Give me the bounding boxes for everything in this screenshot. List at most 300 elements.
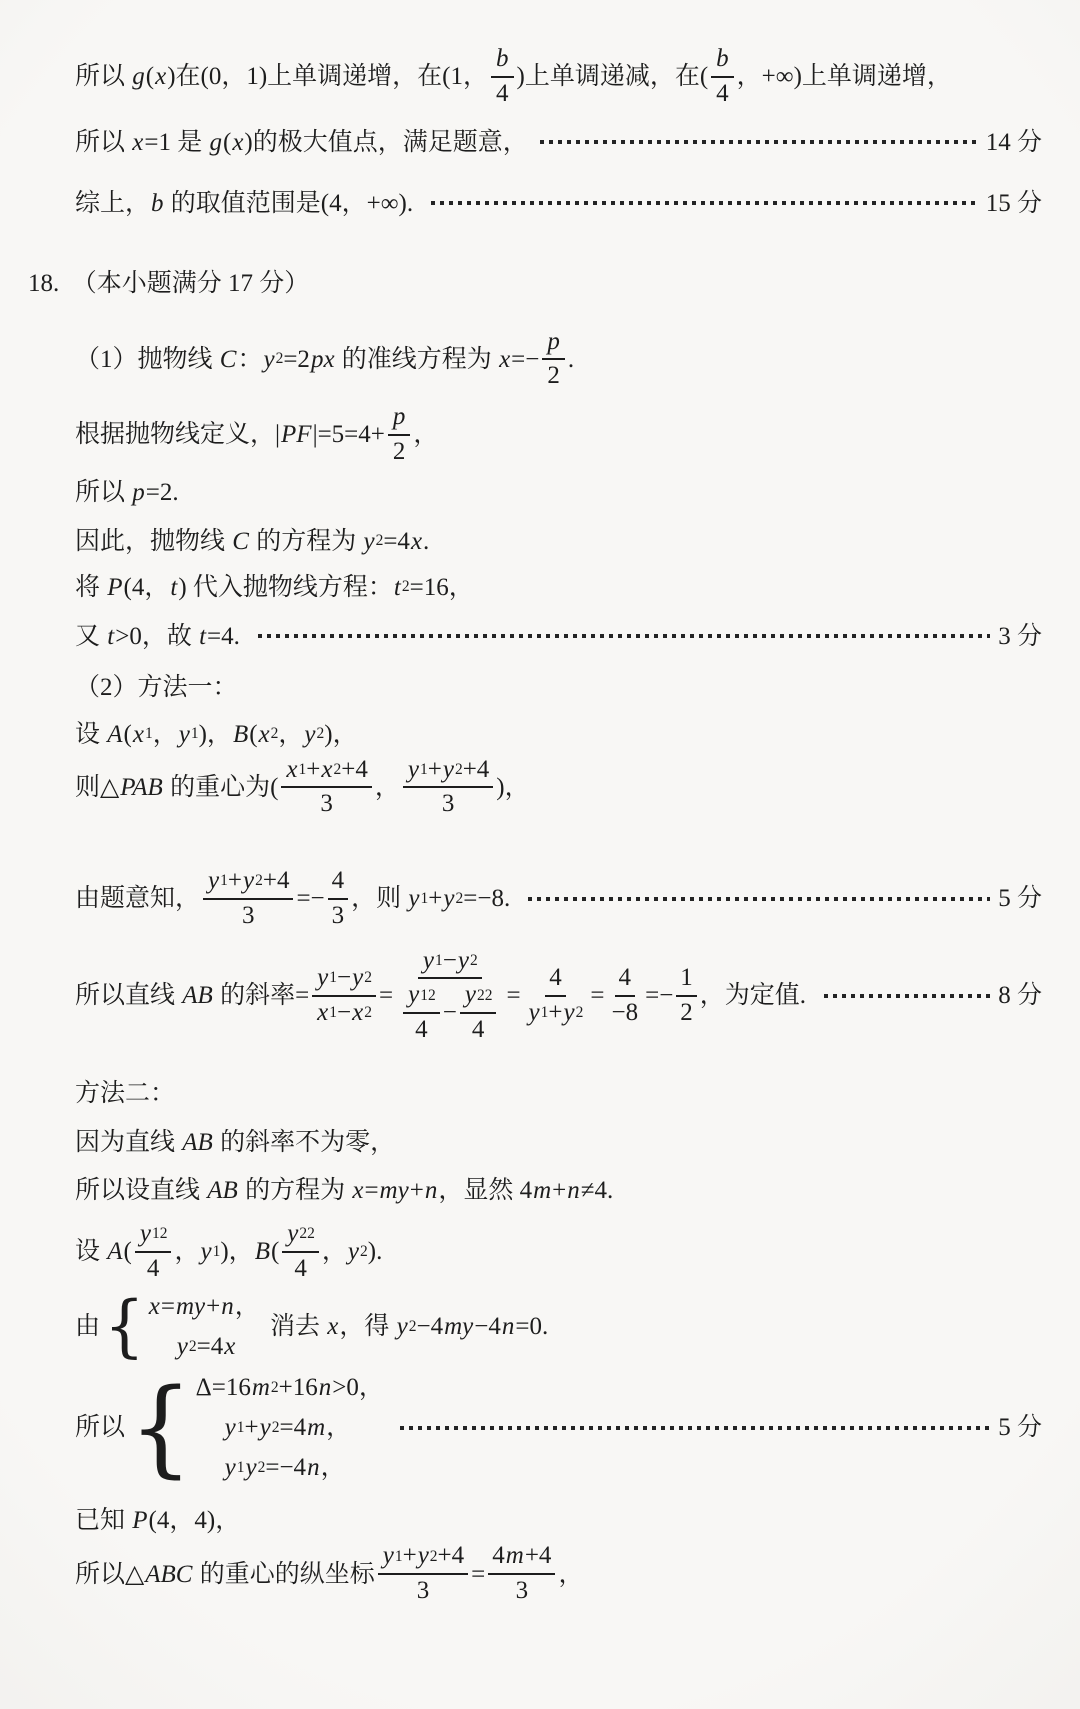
math-var: y (224, 1454, 236, 1482)
text-run: 综上， (75, 189, 151, 217)
solution-line (75, 403, 1042, 467)
text-run: =4 (383, 527, 410, 555)
math-var: t (107, 622, 115, 650)
math-var: t (170, 573, 178, 601)
text-run: 所以 (75, 128, 132, 156)
text-run: + (427, 755, 442, 783)
text-run: 的重心为( (163, 773, 279, 801)
score-label: 5 分 (998, 885, 1042, 913)
solution-line (75, 1542, 1042, 1606)
solution-line (75, 45, 1042, 109)
math-var: y (396, 1313, 408, 1341)
text-run: 3 (515, 1577, 529, 1604)
text-run: 又 (75, 622, 107, 650)
math-var: x (286, 755, 298, 783)
math-var: x (148, 1293, 160, 1321)
text-run: ，为定值. (699, 982, 813, 1010)
solution-line (75, 1503, 1042, 1538)
case-row: y 1 + y 2 =4 m ， (196, 1410, 384, 1445)
math-var: my (444, 1313, 474, 1341)
text-run: 所以 (75, 478, 132, 506)
math-var: b (716, 45, 729, 72)
math-var: y (382, 1542, 394, 1570)
solution-line (75, 947, 1042, 1045)
case-row (148, 1289, 260, 1324)
text-run: ). (367, 1238, 383, 1265)
text-run: + (306, 755, 321, 783)
math-var: y (200, 1238, 212, 1265)
math-var: B (232, 720, 249, 748)
text-run: 因为直线 (75, 1128, 182, 1156)
math-var: y (317, 963, 329, 991)
math-var: AB (207, 1176, 238, 1204)
text-run: >0，故 (115, 622, 199, 650)
math-var: x (132, 720, 144, 748)
text-run: )的极大值点，满足题意， (244, 128, 528, 156)
math-var: P (107, 573, 123, 601)
math-var: g (209, 128, 222, 156)
text-run: 将 (75, 573, 107, 601)
math-var: y (304, 720, 316, 748)
text-run: ， (413, 421, 439, 449)
text-run: 所以 (75, 63, 132, 91)
text-run: +4 (462, 755, 490, 783)
text-run: =2 (283, 345, 310, 373)
text-run: + (548, 998, 563, 1026)
math-var: n (567, 1176, 580, 1204)
text-run: （1）抛物线 (75, 345, 219, 373)
text-run: 4 (294, 1254, 307, 1282)
math-var: m (505, 1542, 524, 1570)
denominator (607, 997, 642, 1028)
text-run: 所以 (75, 1414, 126, 1442)
text-run: 3 (416, 1577, 430, 1604)
text-run: +16 (278, 1374, 318, 1402)
text-run: 4 (471, 1016, 485, 1043)
score-label: 3 分 (998, 622, 1042, 650)
numerator (542, 328, 565, 361)
text-run: 2 (680, 998, 693, 1026)
text-run: ≠4. (580, 1176, 614, 1204)
denominator: x 1 − x 2 (317, 998, 372, 1026)
denominator (316, 788, 337, 819)
math-var: AB (182, 1128, 213, 1156)
denominator (411, 1014, 432, 1045)
fraction (711, 45, 734, 109)
solution-line (75, 1125, 1042, 1160)
math-var: y (408, 885, 420, 913)
text-run: 的准线方程为 (335, 345, 499, 373)
text-run: + (409, 1176, 424, 1204)
text-run: − (337, 963, 352, 991)
text-run: +4 (262, 867, 290, 894)
text-run: =2. (145, 478, 179, 506)
text-run: = (160, 1293, 175, 1321)
dot-leader (824, 994, 990, 998)
text-run: ， (174, 1238, 200, 1265)
math-var: m (533, 1176, 552, 1204)
brace-icon: { (129, 1366, 193, 1490)
text-run: =−4 (265, 1454, 307, 1482)
cases-rows (196, 1370, 384, 1485)
text-run: =16， (409, 573, 474, 601)
denominator (238, 900, 259, 931)
text-run: ( (270, 1238, 280, 1265)
math-var: n (221, 1293, 234, 1321)
math-var: x (352, 1176, 364, 1204)
math-var: x (232, 128, 244, 156)
text-run: 2 (392, 437, 406, 465)
math-var: PF (281, 421, 312, 449)
fraction (524, 964, 588, 1028)
numerator (491, 45, 514, 78)
math-var: my (379, 1176, 409, 1204)
text-run: 方法二： (75, 1079, 176, 1107)
text-run: ，+∞)上单调递增， (736, 63, 952, 91)
fraction (542, 328, 565, 392)
text-run: Δ=16 (195, 1374, 251, 1402)
solution-line (28, 266, 1042, 301)
text-run: −4 (416, 1313, 444, 1341)
math-var: b (151, 189, 164, 217)
dot-leader (540, 140, 978, 144)
text-run: 因此，抛物线 (75, 527, 232, 555)
text-run: +4 (341, 755, 368, 783)
math-var: y (178, 720, 190, 748)
fraction (403, 756, 493, 820)
text-run: 18. （本小题满分 17 分） (28, 269, 310, 297)
math-var: y (259, 1414, 271, 1442)
text-run: （2）方法一： (75, 673, 238, 701)
text-run: = (590, 982, 605, 1010)
text-run: =4. (207, 622, 247, 650)
numerator: y 1 + y 2 +4 (378, 1542, 468, 1575)
text-run: = (471, 1560, 486, 1588)
text-run: ， (321, 1238, 347, 1265)
numerator (676, 964, 697, 997)
math-var: t (393, 573, 401, 601)
math-var: y (417, 1542, 429, 1570)
text-run: 根据抛物线定义，| (75, 421, 281, 449)
dot-leader (400, 1426, 990, 1430)
math-var: y (528, 998, 540, 1026)
text-run: =− (645, 982, 674, 1010)
text-run: −4 (474, 1313, 501, 1341)
math-var: x (155, 63, 167, 91)
math-var: px (310, 345, 335, 373)
text-run: ，显然 4 (438, 1176, 533, 1204)
math-var: y (347, 1238, 360, 1265)
text-run: +4 (437, 1542, 465, 1570)
denominator (712, 78, 733, 109)
text-run: =− (296, 885, 325, 913)
text-run: − (442, 946, 457, 974)
solution-line: （1）抛物线 C ： y 2 =2 px 的准线方程为 x =− $\frac{p}{2}$ . (75, 327, 575, 390)
text-run: 4 (492, 1542, 505, 1570)
text-run: ： (237, 345, 263, 373)
numerator (545, 964, 566, 997)
score-label: 14 分 (985, 128, 1042, 156)
math-var: x (258, 720, 270, 748)
math-var: y (208, 867, 220, 894)
solution-line: 设 A ( y 1 2 4 ， y 1 )， B ( y 2 2 4 ， y 2 ). (75, 1219, 383, 1282)
denominator (543, 360, 564, 391)
text-run: 4 (146, 1254, 160, 1282)
cases-group (104, 1289, 260, 1364)
text-run: 4 (618, 963, 632, 991)
math-var: y (139, 1219, 151, 1247)
text-run: 4 (415, 1016, 428, 1043)
text-run: ， (326, 1414, 352, 1442)
text-run: )， (324, 720, 358, 748)
math-var: y (407, 755, 419, 783)
solution-line: 将 P (4， t ) 代入抛物线方程： t 2 =16， (75, 570, 1042, 605)
text-run: + (552, 1176, 567, 1204)
score-label: 5 分 (998, 1414, 1042, 1442)
math-var: ABC (145, 1560, 193, 1588)
math-var: P (132, 1507, 148, 1535)
score-label: 8 分 (998, 982, 1042, 1010)
text-run: ， (320, 1454, 346, 1482)
text-run: 的斜率不为零， (213, 1128, 396, 1156)
math-var: p (392, 403, 406, 430)
text-run: ，得 (339, 1313, 396, 1341)
numerator: y 1 2 (403, 981, 440, 1014)
text-run: 4 (716, 79, 729, 107)
numerator: y 2 2 (460, 981, 497, 1014)
text-run: 3 (320, 790, 333, 818)
math-var: A (107, 720, 123, 748)
math-var: m (307, 1414, 326, 1442)
math-var: C (219, 345, 237, 373)
text-run: −8 (611, 998, 639, 1026)
math-var: x (352, 998, 364, 1026)
fraction (282, 1220, 319, 1284)
text-run: |=5=4+ (312, 421, 385, 449)
denominator (512, 1575, 533, 1606)
text-run: =− (511, 345, 540, 373)
numerator: y 1 + y 2 +4 (203, 867, 293, 900)
fraction (281, 756, 371, 820)
text-run: 4 (496, 79, 509, 107)
numerator: y 1 + y 2 +4 (403, 756, 493, 789)
fraction (388, 403, 411, 467)
math-var: n (318, 1374, 332, 1402)
solution-line (75, 1366, 1042, 1490)
fraction (488, 1542, 555, 1606)
math-var: y (443, 885, 455, 913)
text-run: =1 是 (144, 128, 209, 156)
text-run: )， (496, 773, 530, 801)
text-run: 由 (75, 1313, 101, 1341)
text-run: ( (123, 1238, 132, 1265)
math-var: p (132, 478, 145, 506)
math-var: PAB (120, 773, 163, 801)
text-run: = (364, 1176, 379, 1204)
text-run: − (337, 998, 352, 1026)
denominator (438, 788, 459, 819)
text-run: . (567, 345, 575, 373)
math-var: AB (182, 982, 213, 1010)
text-run: 3 (441, 790, 455, 818)
fraction (396, 947, 503, 1045)
text-run: 已知 (75, 1507, 132, 1535)
dot-leader (431, 201, 977, 205)
math-var: B (254, 1238, 270, 1265)
text-run: + (206, 1293, 221, 1321)
numerator (711, 45, 734, 78)
math-var: y (176, 1333, 188, 1361)
numerator: y 1 2 (135, 1220, 172, 1253)
text-run: − (442, 998, 457, 1026)
case-row: Δ=16 m 2 +16 n >0， (196, 1370, 384, 1405)
text-run: 则△ (75, 773, 120, 801)
text-run: =0. (515, 1313, 549, 1341)
text-run: 消去 (263, 1313, 327, 1341)
text-run: = (379, 982, 394, 1010)
text-run: 的取值范围是(4，+∞). (164, 189, 420, 217)
numerator: y 2 2 (282, 1220, 319, 1253)
math-var: x (410, 527, 423, 555)
text-run: +4 (524, 1542, 552, 1570)
math-var: A (107, 1238, 123, 1265)
cases-group (129, 1366, 384, 1490)
text-run: ) 代入抛物线方程： (178, 573, 393, 601)
fraction (312, 964, 376, 1028)
text-run: )， (220, 1238, 254, 1265)
denominator (328, 900, 349, 931)
math-var: x (321, 755, 333, 783)
text-run: 3 (241, 901, 255, 929)
solution-line (75, 186, 1042, 221)
case-row: y 2 =4 x (148, 1329, 260, 1364)
math-var: y (287, 1219, 299, 1247)
math-var: y (245, 1454, 257, 1482)
text-run: ( (222, 128, 232, 156)
math-var: b (496, 45, 509, 72)
solution-line (75, 475, 1042, 510)
text-run: 所以设直线 (75, 1176, 207, 1204)
text-run: ， (278, 720, 304, 748)
math-var: y (422, 946, 434, 974)
text-run: ， (374, 773, 400, 801)
text-run: )在(0，1)上单调递增，在(1， (167, 63, 489, 91)
denominator (676, 997, 697, 1028)
denominator (290, 1253, 311, 1284)
text-run: ，则 (351, 885, 408, 913)
math-var: x (224, 1333, 236, 1361)
text-run: ( (123, 720, 132, 748)
math-var: n (424, 1176, 438, 1204)
numerator (488, 1542, 555, 1575)
fraction (460, 981, 497, 1045)
solution-line: 由题意知， y 1 + y 2 +4 3 =− $\frac{4}{3}$ ，则 y 1 + y 2 =−8. 5 分 (75, 867, 1042, 929)
dot-leader (258, 634, 990, 638)
text-run: =−8. (463, 885, 517, 913)
text-run: 4 (549, 963, 562, 991)
math-var: x (499, 345, 511, 373)
text-run: . (423, 527, 430, 555)
math-var: y (464, 981, 476, 1009)
numerator (615, 964, 636, 997)
solution-line (75, 670, 1042, 705)
math-var: m (251, 1374, 270, 1402)
numerator (388, 403, 411, 436)
solution-line: 因此，抛物线 C 的方程为 y 2 =4 x . (75, 524, 1042, 559)
text-run: + (402, 1542, 417, 1570)
denominator (413, 1575, 434, 1606)
text-run: 1 (680, 963, 693, 991)
fraction (403, 981, 440, 1045)
numerator (328, 867, 349, 900)
text-run: 的斜率= (213, 982, 310, 1010)
solution-line (75, 125, 1042, 160)
math-var: y (563, 998, 575, 1026)
solution-line (75, 1076, 1042, 1111)
text-run: (4，4)， (148, 1507, 241, 1535)
text-run: = (506, 982, 521, 1010)
math-var: y (363, 527, 375, 555)
text-run: ( (145, 63, 155, 91)
math-var: y (263, 345, 275, 373)
solution-line (75, 619, 1042, 654)
math-var: x (327, 1313, 339, 1341)
text-run: 设 (75, 1238, 107, 1265)
fraction (135, 1220, 172, 1284)
text-run: ( (249, 720, 258, 748)
brace-icon: { (104, 1287, 145, 1366)
text-run: 2 (547, 362, 560, 390)
math-var: g (132, 63, 145, 91)
math-var: y (224, 1414, 236, 1442)
text-run: =4 (279, 1414, 307, 1442)
text-run: 由题意知， (75, 885, 201, 913)
math-var: y (442, 755, 454, 783)
solution-line: 设 A ( x 1 ， y 1 )， B ( x 2 ， y 2 )， (75, 717, 1042, 752)
denominator (492, 78, 513, 109)
solution-lines (28, 45, 1042, 1606)
text-run: 3 (331, 901, 345, 929)
math-var: x (317, 998, 329, 1026)
math-var: x (132, 128, 144, 156)
solution-line (75, 756, 1042, 820)
text-run: 设 (75, 720, 107, 748)
math-var: n (501, 1313, 515, 1341)
text-run: + (428, 885, 443, 913)
text-run: 的方程为 (238, 1176, 352, 1204)
score-label: 15 分 (985, 189, 1042, 217)
denominator (468, 1014, 489, 1045)
denominator (143, 1253, 164, 1284)
text-run: 4 (331, 867, 345, 894)
fraction (328, 867, 349, 931)
math-var: y (352, 963, 364, 991)
fraction (491, 45, 514, 109)
text-run: + (244, 1414, 259, 1442)
fraction (676, 964, 697, 1028)
solution-line: 由 { x = my + n ， y 2 =4 x 消去 x ，得 y 2 −4 my −4 n =0. (75, 1287, 549, 1366)
text-run: )， (198, 720, 232, 748)
text-run: (4， (123, 573, 170, 601)
denominator (389, 436, 410, 467)
math-var: y (457, 946, 469, 974)
numerator: x 1 + x 2 +4 (281, 756, 371, 789)
fraction (607, 964, 642, 1028)
case-row: y 1 y 2 =−4 n ， (196, 1450, 384, 1485)
math-var: C (232, 527, 249, 555)
text-run: ， (234, 1293, 260, 1321)
fraction (378, 1542, 468, 1606)
